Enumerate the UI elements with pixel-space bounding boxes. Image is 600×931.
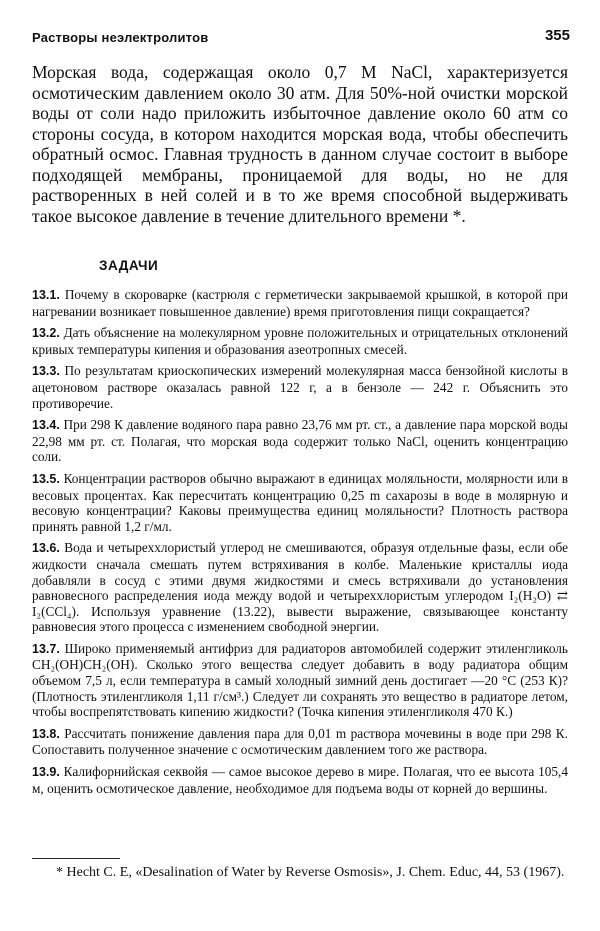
problem-text: Дать объяснение на молекулярном уровне положительных и отрицательных отклонений кривых температуры кипения и образования азеотропных смесей. [32, 325, 568, 357]
problem-number: 13.6. [32, 541, 60, 556]
footnote-divider [32, 858, 120, 859]
page-number: 355 [544, 27, 570, 44]
section-title: ЗАДАЧИ [99, 258, 159, 273]
problem-13-6 [32, 540, 568, 635]
intro-paragraph: Морская вода, содержащая около 0,7 М NaCl, характеризуется осмотическим давлением около 30 атм. Для 50%-ной очистки морской воды от соли надо приложить избыточное давление около 60 атм со стороны сосуда, в котором находится морская вода, чтобы обеспечить обратный осмос. Главная трудность в данном случае состоит в выборе подходящей мембраны, проницаемой для воды, но не для растворенных в ней солей и в то же время способной выдерживать такое высокое давление в течение длительного времени *. [32, 62, 568, 226]
problem-number: 13.9. [32, 765, 60, 780]
problem-number: 13.2. [32, 326, 60, 341]
problem-13-4 [32, 417, 568, 465]
problem-text: По результатам криоскопических измерений молекулярная масса бензойной кислоты в ацетоновом растворе оказалась равной 122 г, а в бензоле — 242 г. Объяснить это противоречие. [32, 363, 569, 411]
problem-number: 13.3. [32, 364, 60, 379]
problem-number: 13.4. [32, 418, 60, 433]
problem-list [32, 287, 568, 802]
problem-13-7 [32, 641, 568, 720]
problem-text: При 298 К давление водяного пара равно 23,76 мм рт. ст., а давление пара морской воды 22,98 мм рт. ст. Полагая, что морская вода содержит только NaCl, оценить концентрацию соли. [32, 417, 568, 465]
problem-text: Широко применяемый антифриз для радиаторов автомобилей содержит этиленгликоль CH₂(OH)CH₂(OH). Сколько этого вещества следует добавить в воду радиатора общим объемом 7,5 л, если температура в самый холодный зимний день достигает —20 °С (253 К)? (Плотность этиленгликоля 1,11 г/см³.) Следует ли сохранять это вещество в радиаторе летом, чтобы воспрепятствовать кипению жидкости? (Точка кипения этиленгликоля 470 К.) [32, 640, 568, 720]
footnote: * Hecht C. E, «Desalination of Water by Reverse Osmosis», J. Chem. Educ, 44, 53 (1967). [56, 865, 565, 880]
problem-13-1 [32, 287, 568, 319]
problem-text: Вода и четыреххлористый углерод не смешиваются, образуя отдельные фазы, если обе жидкости сначала смешать путем встряхивания в колбе. Маленькие кристаллы иода добавляли в сосуд с этими двумя жидкостями и смесь встряхивали до установления равновесного распределения иода между водой и четыреххлористым углеродом I₂(H₂O) ⇄ I₂(CCl₄). Используя уравнение (13.22), вывести выражение, связывающее константу равновесия этого процесса с изменением свободной энергии. [32, 540, 568, 635]
problem-13-3 [32, 363, 568, 411]
running-title: Растворы неэлектролитов [32, 30, 209, 45]
problem-text: Рассчитать понижение давления пара для 0,01 m раствора мочевины в воде при 298 К. Сопоставить полученное значение с осмотическим давлением того же раствора. [32, 725, 568, 758]
problem-13-2 [32, 325, 568, 357]
problem-number: 13.8. [32, 726, 60, 741]
problem-13-5 [32, 471, 568, 534]
problem-13-9 [32, 764, 568, 796]
problem-number: 13.1. [32, 288, 60, 302]
problem-13-8 [32, 726, 568, 758]
problem-text: Калифорнийская секвойя — самое высокое дерево в мире. Полагая, что ее высота 105,4 м, оценить осмотическое давление, необходимое для подъема воды от корней до вершины. [32, 764, 568, 796]
problem-text: Почему в скороварке (кастрюля с герметически закрываемой крышкой, в которой при нагревании возникает повышенное давление) время приготовления пищи сокращается? [32, 287, 568, 319]
problem-number: 13.5. [32, 471, 60, 486]
problem-text: Концентрации растворов обычно выражают в единицах моляльности, молярности или в весовых процентах. Как пересчитать концентрацию 0,25 m сахарозы в воде в молярную и весовую концентрации? Каковы преимущества единиц моляльности? Плотность раствора принять равной 1,2 г/мл. [32, 470, 568, 534]
problem-number: 13.7. [32, 641, 60, 656]
